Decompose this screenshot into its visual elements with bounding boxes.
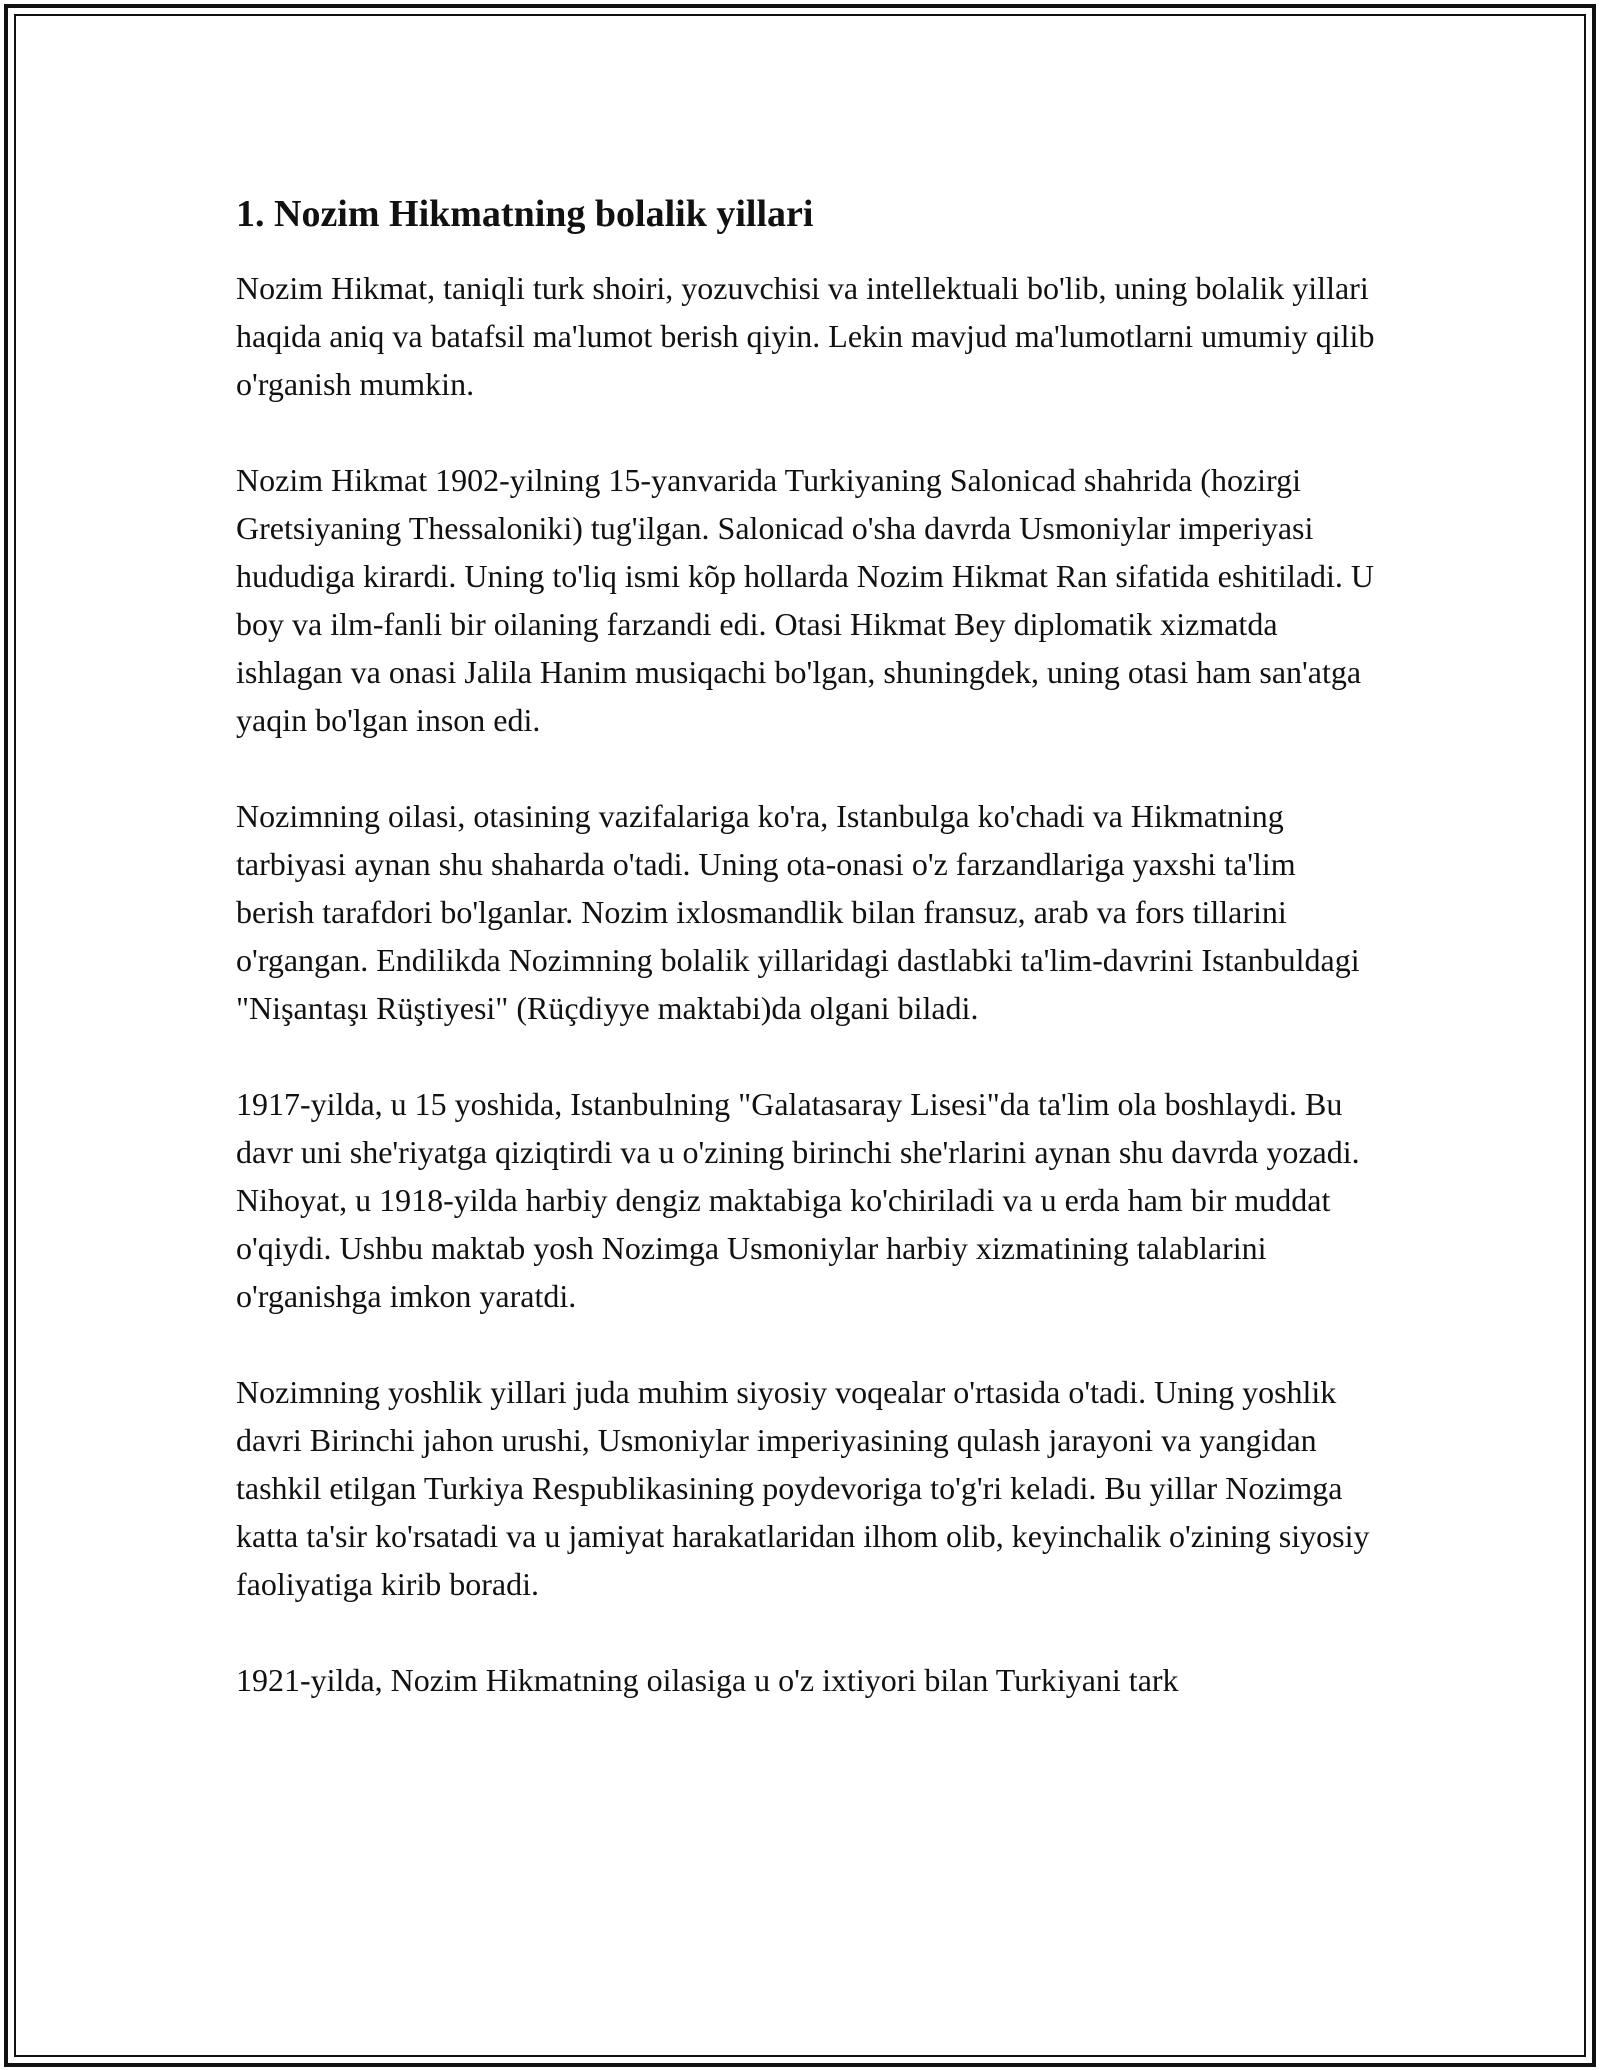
paragraph-3: Nozimning oilasi, otasining vazifalariga ko'ra, Istanbulga ko'chadi va Hikmatning tarbiyasi aynan shu shaharda o'tadi. Uning ota-onasi o'z farzandlariga yaxshi ta'lim berish tarafdori bo'lganlar. Nozim ixlosmandlik bilan fransuz, arab va fors tillarini o'rgangan. Endilikda Nozimning bolalik yillaridagi dastlabki ta'lim-davrini Istanbuldagi "Nişantaşı Rüştiyesi" (Rüçdiyye maktabi)da olgani biladi. [236,798,1360,1026]
document-body [236,186,1376,1752]
paragraph-4: 1917-yilda, u 15 yoshida, Istanbulning "Galatasaray Lisesi"da ta'lim ola boshlaydi. Bu davr uni she'riyatga qiziqtirdi va u o'zining birinchi she'rlarini aynan shu davrda yozadi. Nihoyat, u 1918-yilda harbiy dengiz maktabiga ko'chiriladi va u erda ham bir muddat o'qiydi. Ushbu maktab yosh Nozimga Usmoniylar harbiy xizmatining talablarini o'rganishga imkon yaratdi. [236,1086,1360,1314]
paragraph-6: 1921-yilda, Nozim Hikmatning oilasiga u o'z ixtiyori bilan Turkiyani tark [236,1662,1179,1698]
section-heading: 1. Nozim Hikmatning bolalik yillari [236,193,814,235]
paragraph-1: Nozim Hikmat, taniqli turk shoiri, yozuvchisi va intellektuali bo'lib, uning bolalik yillari haqida aniq va batafsil ma'lumot berish qiyin. Lekin mavjud ma'lumotlarni umumiy qilib o'rganish mumkin. [236,270,1375,402]
paragraph-2: Nozim Hikmat 1902-yilning 15-yanvarida Turkiyaning Salonicad shahrida (hozirgi Gretsiyaning Thessaloniki) tug'ilgan. Salonicad o'sha davrda Usmoniylar imperiyasi hududiga kirardi. Uning to'liq ismi kõp hollarda Nozim Hikmat Ran sifatida eshitiladi. U boy va ilm-fanli bir oilaning farzandi edi. Otasi Hikmat Bey diplomatik xizmatda ishlagan va onasi Jalila Hanim musiqachi bo'lgan, shuningdek, uning otasi ham san'atga yaqin bo'lgan inson edi. [236,462,1375,738]
paragraph-5: Nozimning yoshlik yillari juda muhim siyosiy voqealar o'rtasida o'tadi. Uning yoshlik davri Birinchi jahon urushi, Usmoniylar imperiyasining qulash jarayoni va yangidan tashkil etilgan Turkiya Respublikasining poydevoriga to'g'ri keladi. Bu yillar Nozimga katta ta'sir ko'rsatadi va u jamiyat harakatlaridan ilhom olib, keyinchalik o'zining siyosiy faoliyatiga kirib boradi. [236,1374,1370,1602]
